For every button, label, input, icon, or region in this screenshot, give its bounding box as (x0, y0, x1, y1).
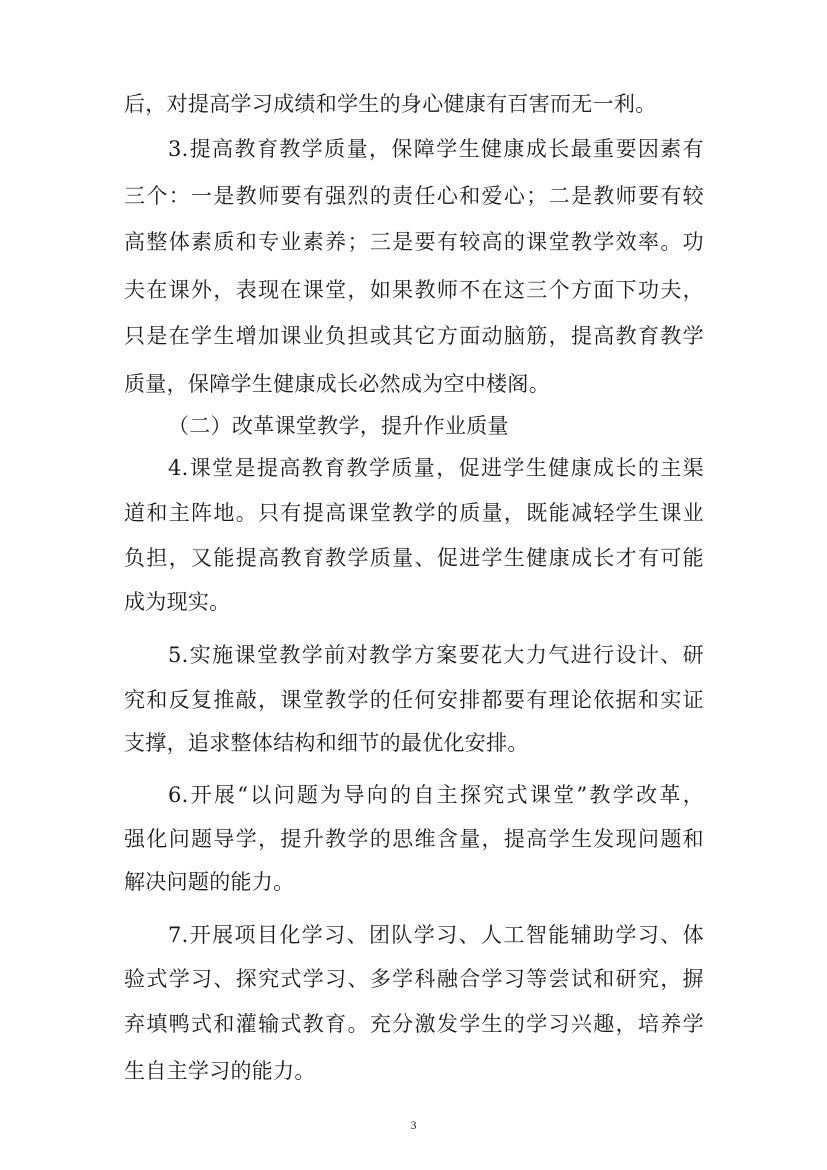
paragraph-line: 究和反复推敲，课堂教学的任何安排都要有理论依据和实证 (124, 688, 704, 712)
page-number: 3 (410, 1118, 417, 1132)
paragraph-line: 3.提高教育教学质量，保障学生健康成长最重要因素有 (168, 137, 704, 161)
paragraph-line: 7.开展项目化学习、团队学习、人工智能辅助学习、体 (168, 923, 704, 947)
paragraph-line: 4.课堂是提高教育教学质量，促进学生健康成长的主渠 (168, 456, 704, 480)
paragraph-line: 支撑，追求整体结构和细节的最优化安排。 (124, 731, 529, 755)
paragraph-line: 道和主阵地。只有提高课堂教学的质量，既能减轻学生课业 (124, 501, 704, 525)
paragraph-line: 只是在学生增加课业负担或其它方面动脑筋，提高教育教学 (124, 324, 704, 348)
paragraph-line: 三个：一是教师要有强烈的责任心和爱心；二是教师要有较 (124, 184, 704, 208)
paragraph-line: 负担，又能提高教育教学质量、促进学生健康成长才有可能 (124, 546, 704, 570)
paragraph-line: 夫在课外，表现在课堂，如果教师不在这三个方面下功夫， (124, 278, 704, 302)
paragraph-line: 6.开展“以问题为导向的自主探究式课堂”教学改革， (168, 783, 704, 807)
paragraph-line: 高整体素质和专业素养；三是要有较高的课堂教学效率。功 (124, 230, 704, 254)
paragraph-line: 弃填鸭式和灌输式教育。充分激发学生的学习兴趣，培养学 (124, 1012, 704, 1036)
paragraph-line: 成为现实。 (124, 590, 231, 614)
section-heading: （二）改革课堂教学，提升作业质量 (168, 414, 509, 438)
paragraph-line: 解决问题的能力。 (124, 870, 295, 894)
paragraph-line: 验式学习、探究式学习、多学科融合学习等尝试和研究，摒 (124, 967, 704, 991)
paragraph-line: 生自主学习的能力。 (124, 1059, 316, 1083)
paragraph-line: 强化问题导学，提升教学的思维含量，提高学生发现问题和 (124, 827, 704, 851)
paragraph-line: 后，对提高学习成绩和学生的身心健康有百害而无一利。 (124, 92, 657, 116)
paragraph-line: 质量，保障学生健康成长必然成为空中楼阁。 (124, 372, 550, 396)
paragraph-line: 5.实施课堂教学前对教学方案要花大力气进行设计、研 (168, 643, 704, 667)
